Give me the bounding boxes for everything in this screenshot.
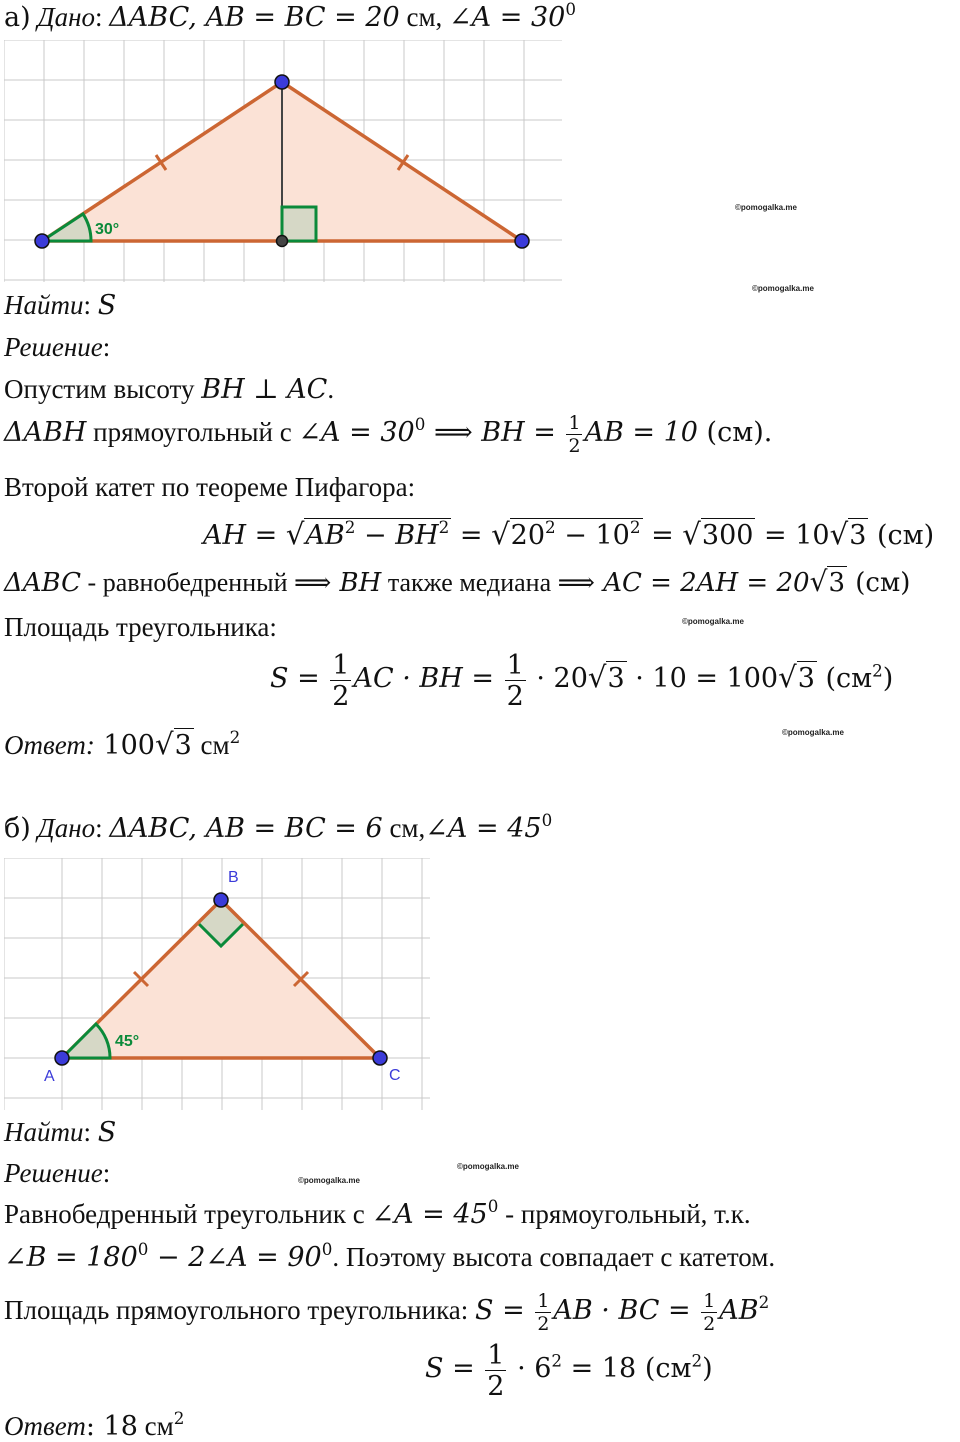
sqrt: √300 — [682, 517, 754, 551]
part-a-solution-label: Решение: — [4, 332, 111, 362]
part-b-step-3: Площадь прямоугольного треугольника: S = $\frac{1}{2}$ AB · BC = $\frac{1}{2}$ $AB^2$ — [4, 1290, 770, 1335]
part-a-equation-ah: AH = $√AB^2 - BH^2 = √20^2 - 10^2 = √300 = 10√3$ (см) — [203, 517, 935, 551]
part-b-step-1: Равнобедренный треугольник с ∠A = $45^0$ - прямоугольный, т.к. — [4, 1196, 751, 1230]
sqrt: √3 — [778, 660, 815, 695]
point-a — [55, 1051, 69, 1065]
part-b-step-2: ∠B = $180^0$ − 2∠A = $90^0$. Поэтому высота совпадает с катетом. — [4, 1239, 776, 1273]
fraction: $\frac{1}{2}$ — [332, 650, 350, 712]
fraction: $\frac{1}{2}$ — [568, 412, 581, 457]
point-c — [515, 234, 529, 248]
part-b-given: б) Дано: ΔABC, AB = BC = 6 см,∠A = $45^0$ — [4, 810, 553, 844]
label-a: A — [44, 1068, 55, 1085]
sqrt: √3 — [829, 517, 867, 551]
part-b-answer: Ответ: 18 $см^2$ — [4, 1408, 185, 1442]
part-b-equation-s: S = $\frac{1}{2}$ · $6^2 = 18$ $(см^2)$ — [425, 1340, 713, 1402]
watermark: ©pomogalka.me — [298, 1176, 360, 1185]
part-a-step-5: Площадь треугольника: — [4, 612, 277, 642]
label-b: B — [228, 869, 239, 886]
part-a-step-3: Второй катет по теореме Пифагора: — [4, 472, 416, 502]
angle-label-a: 30° — [95, 221, 120, 238]
part-a-step-2: ΔABH прямоугольный с ∠A = $30^0$ ⟹ BH = $\frac{1}{2}$ AB = 10 (см). — [4, 412, 773, 457]
part-b-figure — [4, 858, 430, 1110]
watermark: ©pomogalka.me — [782, 728, 844, 737]
part-a-figure — [4, 40, 562, 282]
point-h — [277, 236, 288, 247]
sqrt: √3 — [587, 660, 625, 695]
part-a-step-4: ΔABC - равнобедренный ⟹ BH также медиана ⟹ AC = 2AH = 20√3 (см) — [4, 565, 911, 598]
watermark: ©pomogalka.me — [682, 617, 744, 626]
part-b-solution-label: Решение: — [4, 1158, 111, 1188]
watermark: ©pomogalka.me — [735, 203, 797, 212]
watermark: ©pomogalka.me — [752, 284, 814, 293]
angle-label-a: 45° — [115, 1033, 140, 1050]
sqrt: √3 — [809, 565, 846, 598]
watermark: ©pomogalka.me — [457, 1162, 519, 1171]
fraction: $\frac{1}{2}$ — [703, 1290, 716, 1335]
part-a-given: а) Дано: ΔABC, AB = BC = 20 см, ∠A = $30^0$ — [4, 0, 576, 33]
part-b-find: Найти: S — [4, 1117, 117, 1148]
point-b — [275, 75, 289, 89]
angle-arc-a — [42, 214, 91, 241]
part-a-equation-s: S = $\frac{1}{2}$ AC · BH = $\frac{1}{2}$ · 20√3 · 10 = 100√3 $(см^2)$ — [270, 650, 894, 712]
point-b — [214, 893, 228, 907]
point-a — [35, 234, 49, 248]
part-a-step-1: Опустим высоту BH ⊥ AC. — [4, 374, 335, 405]
fraction: $\frac{1}{2}$ — [487, 1340, 505, 1402]
fraction: $\frac{1}{2}$ — [537, 1290, 550, 1335]
part-a-find: Найти: S — [4, 290, 117, 321]
sqrt: √3 — [154, 727, 192, 761]
part-a-answer: Ответ: 100√3 $см^2$ — [4, 727, 241, 761]
sqrt: $√AB^2 - BH^2$ — [285, 517, 450, 551]
right-angle-h — [282, 207, 316, 241]
fraction: $\frac{1}{2}$ — [506, 650, 524, 712]
point-c — [373, 1051, 387, 1065]
label-c: C — [389, 1067, 401, 1084]
sqrt: $√20^2 - 10^2$ — [491, 517, 641, 551]
